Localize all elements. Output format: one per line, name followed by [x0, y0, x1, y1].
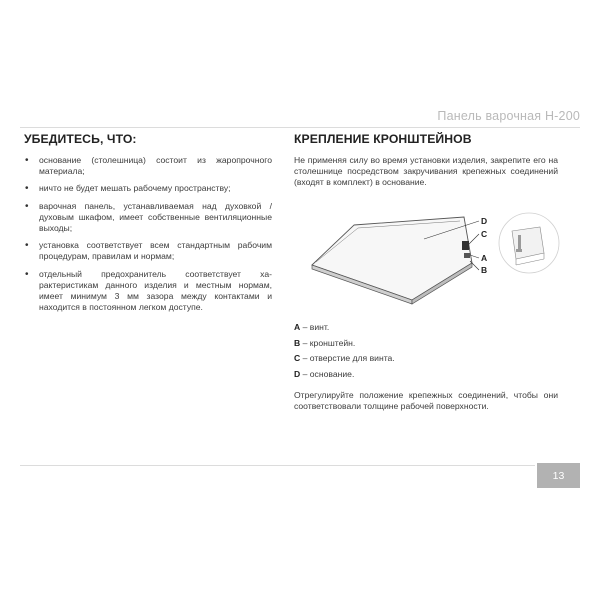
legend-key: B [294, 337, 301, 348]
bullet-icon: • [25, 155, 29, 166]
checklist-item-text: ничто не будет мешать рабочему пространству; [39, 183, 231, 194]
legend-item [294, 369, 558, 380]
label-d: D [481, 216, 488, 226]
checklist-item [24, 240, 272, 262]
legend-key: D [294, 368, 301, 379]
bracket-detail-illustration [499, 213, 559, 273]
bullet-icon: • [25, 268, 29, 280]
legend-text: – кронштейн. [300, 337, 356, 348]
label-c: C [481, 229, 488, 239]
checklist-item-text: установка соответствует всем стандартным рабочим процедурам, правилам и нормам; [39, 240, 272, 262]
checklist-item [24, 201, 272, 235]
checklist-item [24, 155, 272, 177]
bullet-icon: • [25, 183, 29, 195]
bullet-icon: • [25, 240, 29, 252]
countertop-illustration [312, 217, 472, 304]
legend-item [294, 353, 558, 364]
bracket-heading: КРЕПЛЕНИЕ КРОНШТЕЙНОВ [294, 132, 472, 146]
label-b: B [481, 265, 488, 275]
left-column [24, 132, 272, 319]
adjustment-note: Отрегулируйте положение крепежных соединений, чтобы они соответствовали толщине рабочей поверхности. [294, 390, 558, 412]
legend-key: A [294, 322, 301, 332]
legend-text: – основание. [300, 368, 355, 379]
bracket-intro: Не применяя силу во время установки изделия, закрепите его на столешнице посредством закручивания крепежных соединений (входят в комплект) в основание. [294, 155, 558, 188]
legend-text: – отверстие для винта. [300, 353, 395, 363]
page-number-badge: 13 [537, 463, 580, 488]
bullet-icon: • [25, 200, 29, 212]
footer-divider [20, 465, 535, 466]
checklist-item [24, 269, 272, 314]
legend-key: C [294, 353, 301, 363]
checklist-item [24, 183, 272, 194]
checklist [24, 155, 272, 313]
label-a: A [481, 253, 488, 263]
checklist-item-text: основание (столешница) состоит из жаропрочного материала; [39, 155, 272, 177]
document-title: Панель варочная H-200 [437, 109, 580, 123]
checklist-item-text: отдельный предохранитель соответствует характеристикам данного изделия и местным нормам, имеет минимум 3 мм зазора между контактами и находится в постоянном легком доступе. [39, 268, 272, 313]
installation-diagram [294, 205, 564, 315]
diagram-legend [294, 322, 558, 384]
header-divider [20, 127, 580, 128]
right-column [294, 132, 558, 189]
checklist-heading: УБЕДИТЕСЬ, ЧТО: [24, 132, 137, 146]
legend-item [294, 338, 558, 349]
legend-item [294, 322, 558, 333]
checklist-item-text: варочная панель, устанавливаемая над духовкой / духовым шкафом, имеет собственные вентиляционные выходы; [39, 200, 272, 234]
legend-text: – винт. [300, 322, 330, 332]
